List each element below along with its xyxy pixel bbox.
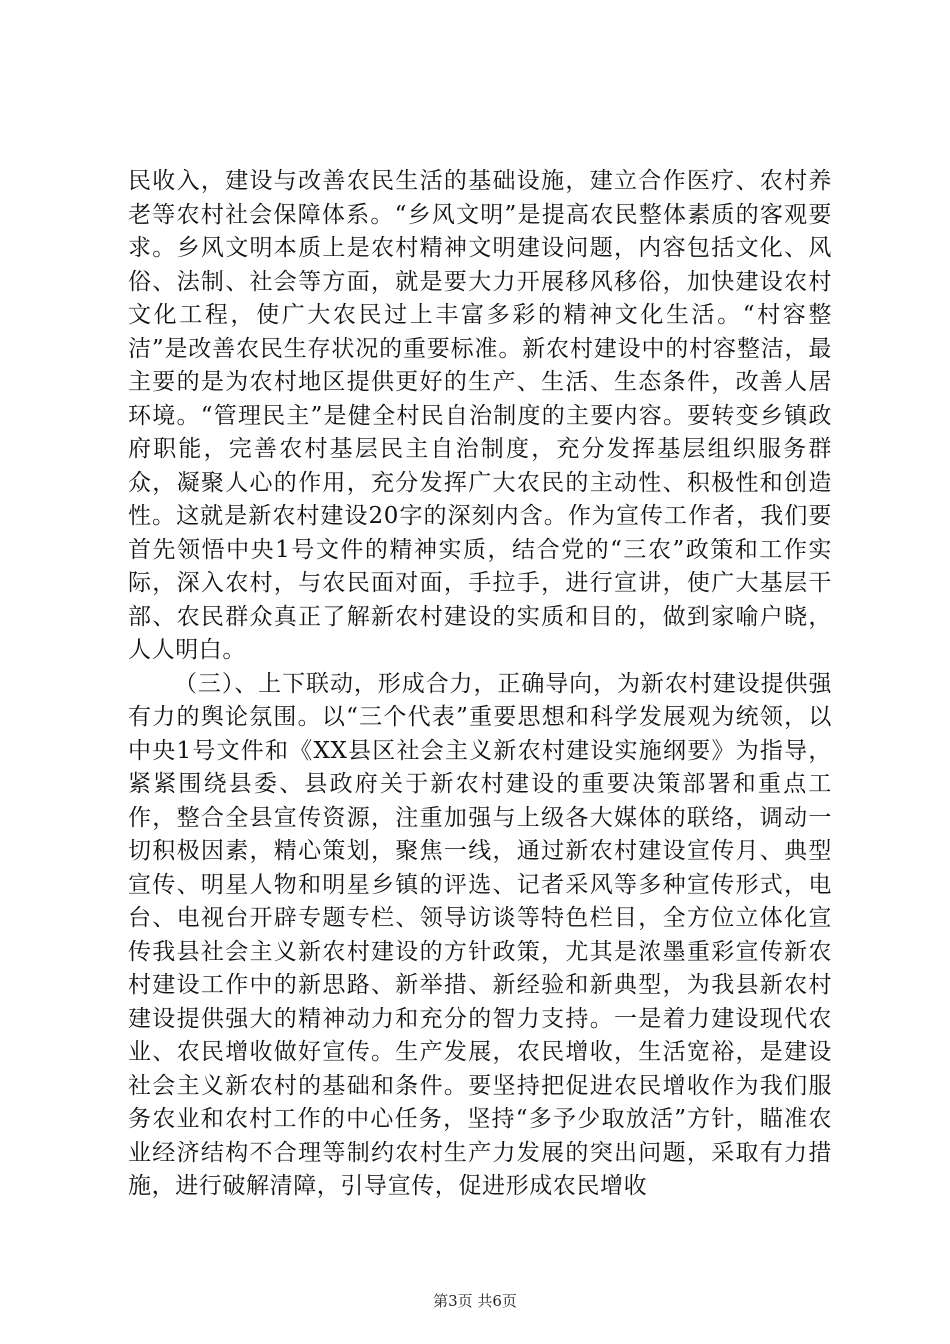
document-body xyxy=(128,165,832,1204)
paragraph-section-3: （三）、上下联动，形成合力，正确导向，为新农村建设提供强有力的舆论氛围。以“三个代表”重要思想和科学发展观为统领，以中央1号文件和《XX县区社会主义新农村建设实施纲要》为指导，紧紧围绕县委、县政府关于新农村建设的重要决策部署和重点工作，整合全县宣传资源，注重加强与上级各大媒体的联络，调动一切积极因素，精心策划，聚焦一线，通过新农村建设宣传月、典型宣传、明星人物和明星乡镇的评选、记者采风等多种宣传形式，电台、电视台开辟专题专栏、领导访谈等特色栏目，全方位立体化宣传我县社会主义新农村建设的方针政策，尤其是浓墨重彩宣传新农村建设工作中的新思路、新举措、新经验和新典型，为我县新农村建设提供强大的精神动力和充分的智力支持。一是着力建设现代农业、农民增收做好宣传。生产发展，农民增收，生活宽裕，是建设社会主义新农村的基础和条件。要坚持把促进农民增收作为我们服务农业和农村工作的中心任务，坚持“多予少取放活”方针，瞄准农业经济结构不合理等制约农村生产力发展的突出问题，采取有力措施，进行破解清障，引导宣传，促进形成农民增收 xyxy=(128,670,832,1199)
paragraph-continued: 民收入，建设与改善农民生活的基础设施，建立合作医疗、农村养老等农村社会保障体系。“乡风文明”是提高农民整体素质的客观要求。乡风文明本质上是农村精神文明建设问题，内容包括文化、风俗、法制、社会等方面，就是要大力开展移风移俗，加快建设农村文化工程，使广大农民过上丰富多彩的精神文化生活。“村容整洁”是改善农民生存状况的重要标准。新农村建设中的村容整洁，最主要的是为农村地区提供更好的生产、生活、生态条件，改善人居环境。“管理民主”是健全村民自治制度的主要内容。要转变乡镇政府职能，完善农村基层民主自治制度，充分发挥基层组织服务群众，凝聚人心的作用，充分发挥广大农民的主动性、积极性和创造性。这就是新农村建设20字的深刻内含。作为宣传工作者，我们要首先领悟中央1号文件的精神实质，结合党的“三农”政策和工作实际，深入农村，与农民面对面，手拉手，进行宣讲，使广大基层干部、农民群众真正了解新农村建设的实质和目的，做到家喻户晓，人人明白。 xyxy=(128,168,832,663)
page-number-footer: 第3页 共6页 xyxy=(433,1292,517,1310)
